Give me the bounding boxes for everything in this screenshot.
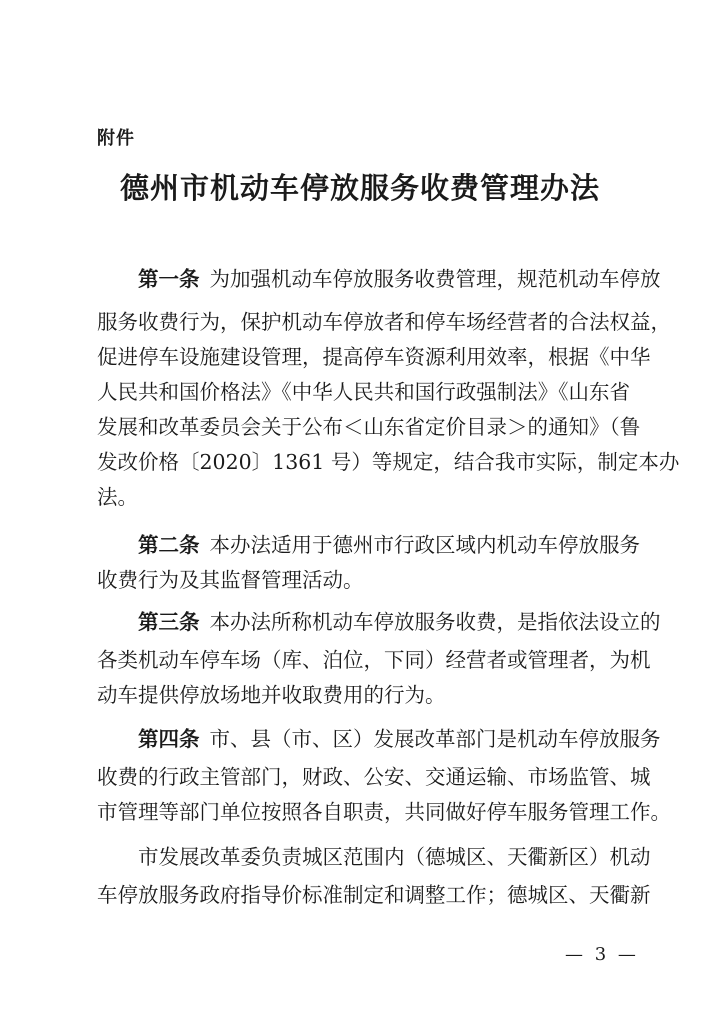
article-2-label: 第二条 — [138, 533, 200, 557]
article-1-label: 第一条 — [138, 267, 200, 291]
page-number: — 3 — — [565, 944, 639, 965]
article-2-line-1 — [97, 528, 640, 562]
article-2-text: 本办法适用于德州市行政区域内机动车停放服务 — [209, 533, 640, 557]
article-4-text: 市、县（市、区）发展改革部门是机动车停放服务 — [209, 727, 661, 751]
article-1-line-7: 法。 — [97, 485, 138, 509]
document-title: 德州市机动车停放服务收费管理办法 — [119, 171, 600, 205]
article-1-line-4: 人民共和国价格法》《中华人民共和国行政强制法》《山东省 — [97, 380, 630, 404]
article-1-line-6: 发改价格〔2020〕1361 号）等规定，结合我市实际，制定本办 — [97, 450, 680, 474]
article-1-line-5: 发展和改革委员会关于公布＜山东省定价目录＞的通知》（鲁 — [97, 415, 641, 439]
paragraph-5-line-1: 市发展改革委负责城区范围内（德城区、天衢新区）机动 — [138, 845, 651, 869]
article-4-line-2: 收费的行政主管部门，财政、公安、交通运输、市场监管、城 — [97, 765, 651, 789]
article-4-label: 第四条 — [138, 727, 200, 751]
article-2-line-2: 收费行为及其监督管理活动。 — [97, 568, 364, 592]
article-4-line-1 — [97, 722, 661, 756]
attachment-label: 附件 — [97, 128, 135, 149]
article-3-line-3: 动车提供停放场地并收取费用的行为。 — [97, 683, 446, 707]
article-3-line-2: 各类机动车停车场（库、泊位，下同）经营者或管理者，为机 — [97, 648, 651, 672]
article-3-line-1 — [97, 605, 661, 639]
article-1-line-2: 服务收费行为，保护机动车停放者和停车场经营者的合法权益， — [97, 310, 671, 334]
article-4-line-3: 市管理等部门单位按照各自职责，共同做好停车服务管理工作。 — [97, 800, 671, 824]
article-1-text: 为加强机动车停放服务收费管理，规范机动车停放 — [209, 267, 661, 291]
paragraph-5-line-2: 车停放服务政府指导价标准制定和调整工作；德城区、天衢新 — [97, 883, 651, 907]
article-3-label: 第三条 — [138, 610, 200, 634]
article-1-line-3: 促进停车设施建设管理，提高停车资源利用效率，根据《中华 — [97, 345, 651, 369]
article-1-line-1 — [97, 262, 661, 296]
article-3-text: 本办法所称机动车停放服务收费，是指依法设立的 — [209, 610, 661, 634]
